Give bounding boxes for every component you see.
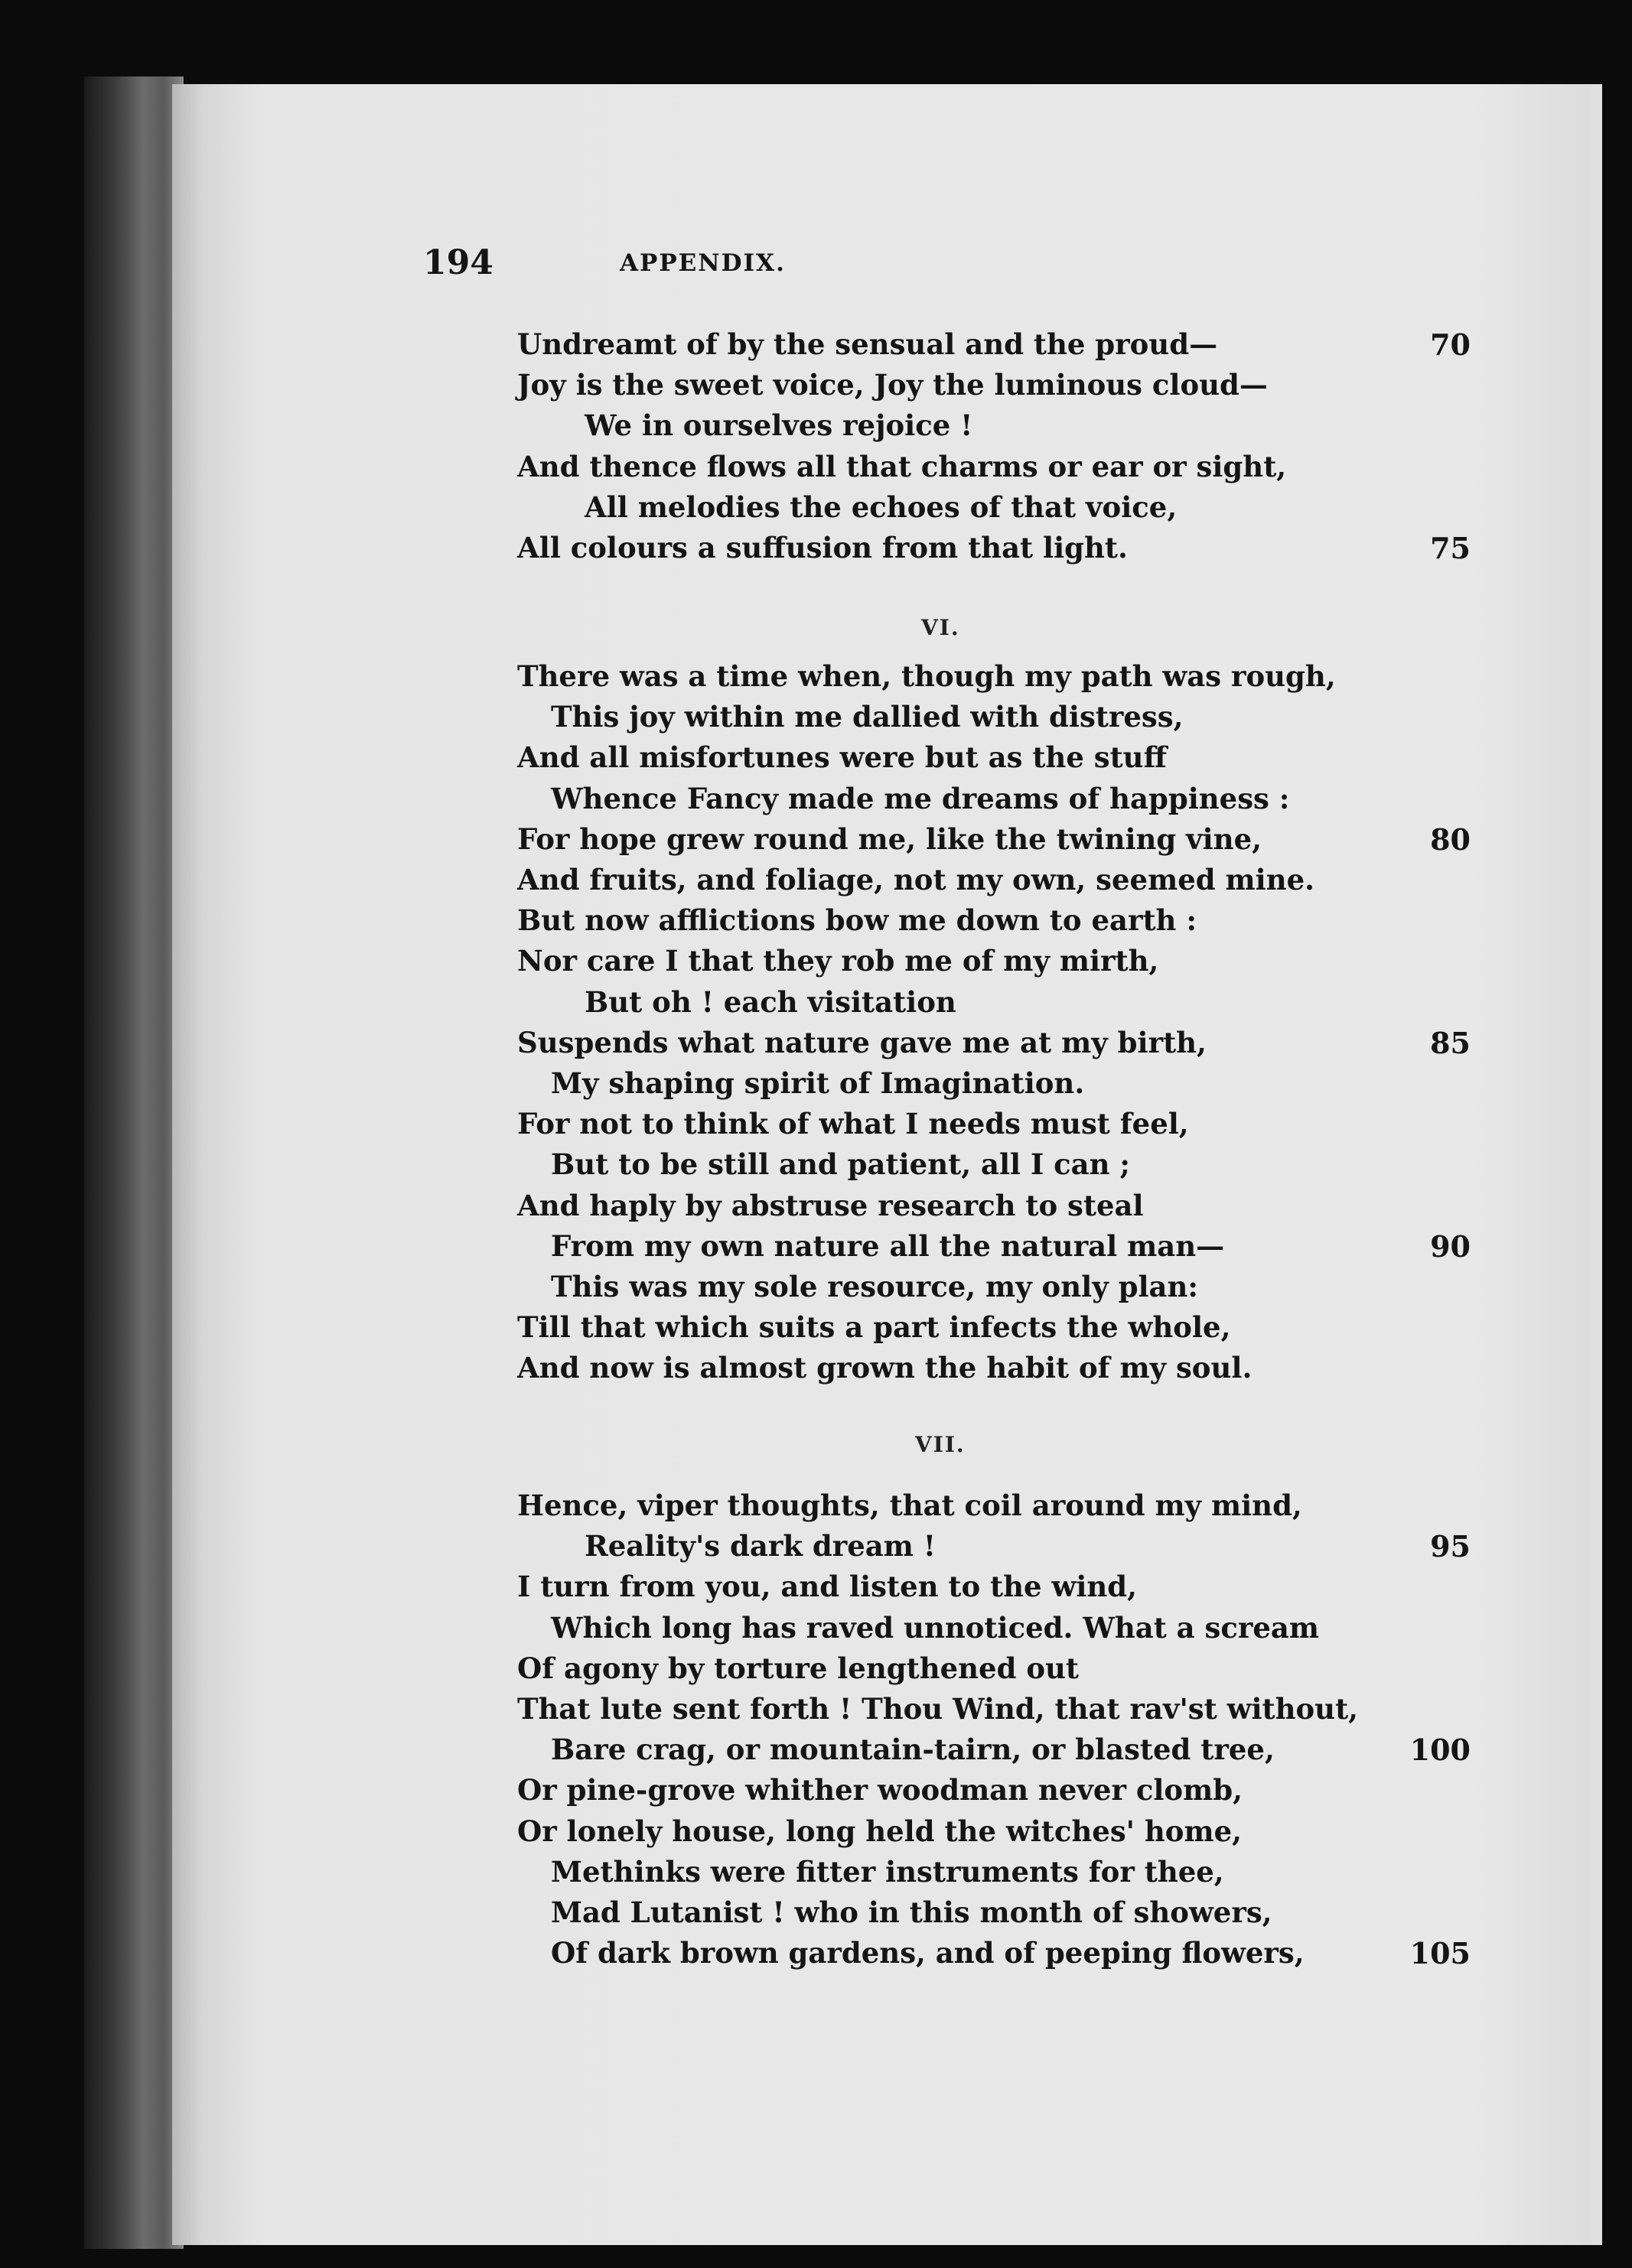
verse-line: For hope grew round me, like the twining vine, (517, 822, 1262, 856)
verse-line: We in ourselves rejoice ! (585, 408, 973, 443)
verse-line: This joy within me dallied with distress, (551, 700, 1184, 734)
verse-line: There was a time when, though my path was rough, (517, 659, 1336, 693)
line-number: 105 (1409, 1936, 1471, 1971)
verse-line: All melodies the echoes of that voice, (585, 490, 1178, 524)
verse-line: Methinks were fitter instruments for thee, (551, 1854, 1224, 1889)
running-head: APPENDIX. (620, 249, 786, 277)
verse-line: And now is almost grown the habit of my soul. (517, 1351, 1253, 1385)
verse-line: And haply by abstruse research to steal (517, 1188, 1144, 1222)
line-number: 80 (1430, 822, 1471, 857)
verse-line: But now afflictions bow me down to earth : (517, 903, 1197, 938)
verse-line: And fruits, and foliage, not my own, seemed mine. (517, 863, 1315, 896)
line-number: 100 (1409, 1733, 1471, 1768)
verse-line: This was my sole resource, my only plan: (551, 1270, 1199, 1303)
verse-line: That lute sent forth ! Thou Wind, that rav'st without, (517, 1692, 1359, 1726)
verse-line: I turn from you, and listen to the wind, (517, 1570, 1138, 1604)
verse-line: Till that which suits a part infects the whole, (517, 1310, 1231, 1345)
line-number: 85 (1430, 1025, 1471, 1060)
section-number-vii: VII. (915, 1432, 966, 1457)
verse-line: All colours a suffusion from that light. (517, 531, 1128, 565)
verse-line: My shaping spirit of Imagination. (551, 1066, 1085, 1100)
verse-line: Of agony by torture lengthened out (517, 1651, 1080, 1685)
verse-line: Or pine-grove whither woodman never clomb, (517, 1773, 1243, 1808)
verse-line: Mad Lutanist ! who in this month of showers, (551, 1895, 1272, 1929)
verse-line: Nor care I that they rob me of my mirth, (517, 944, 1159, 978)
verse-line: Bare crag, or mountain-tairn, or blasted tree, (551, 1733, 1275, 1767)
verse-line: For not to think of what I needs must feel, (517, 1107, 1189, 1141)
verse-line: But to be still and patient, all I can ; (551, 1147, 1131, 1182)
line-number: 95 (1430, 1529, 1471, 1564)
verse-line: But oh ! each visitation (585, 984, 956, 1019)
verse-line: From my own nature all the natural man— (551, 1228, 1225, 1263)
verse-line: Or lonely house, long held the witches' home, (517, 1814, 1243, 1848)
verse-line: And all misfortunes were but as the stuff (517, 740, 1167, 775)
section-number-vi: VI. (921, 615, 960, 640)
page-right-edge (1591, 84, 1602, 2245)
verse-line: Joy is the sweet voice, Joy the luminous cloud— (517, 368, 1268, 402)
page-number: 194 (423, 243, 494, 282)
line-number: 70 (1430, 327, 1471, 362)
book-binding-edge (84, 76, 184, 2249)
line-number: 90 (1430, 1228, 1471, 1264)
verse-line: Which long has raved unnoticed. What a scream (551, 1610, 1320, 1645)
verse-line: Suspends what nature gave me at my birth, (517, 1025, 1207, 1059)
verse-line: Of dark brown gardens, and of peeping flowers, (551, 1936, 1305, 1970)
verse-line: And thence flows all that charms or ear or sight, (517, 449, 1287, 483)
verse-line: Whence Fancy made me dreams of happiness : (551, 781, 1290, 815)
verse-line: Undreamt of by the sensual and the proud— (517, 327, 1218, 361)
verse-line: Hence, viper thoughts, that coil around my mind, (517, 1489, 1302, 1522)
verse-line: Reality's dark dream ! (585, 1529, 937, 1564)
line-number: 75 (1430, 531, 1471, 565)
